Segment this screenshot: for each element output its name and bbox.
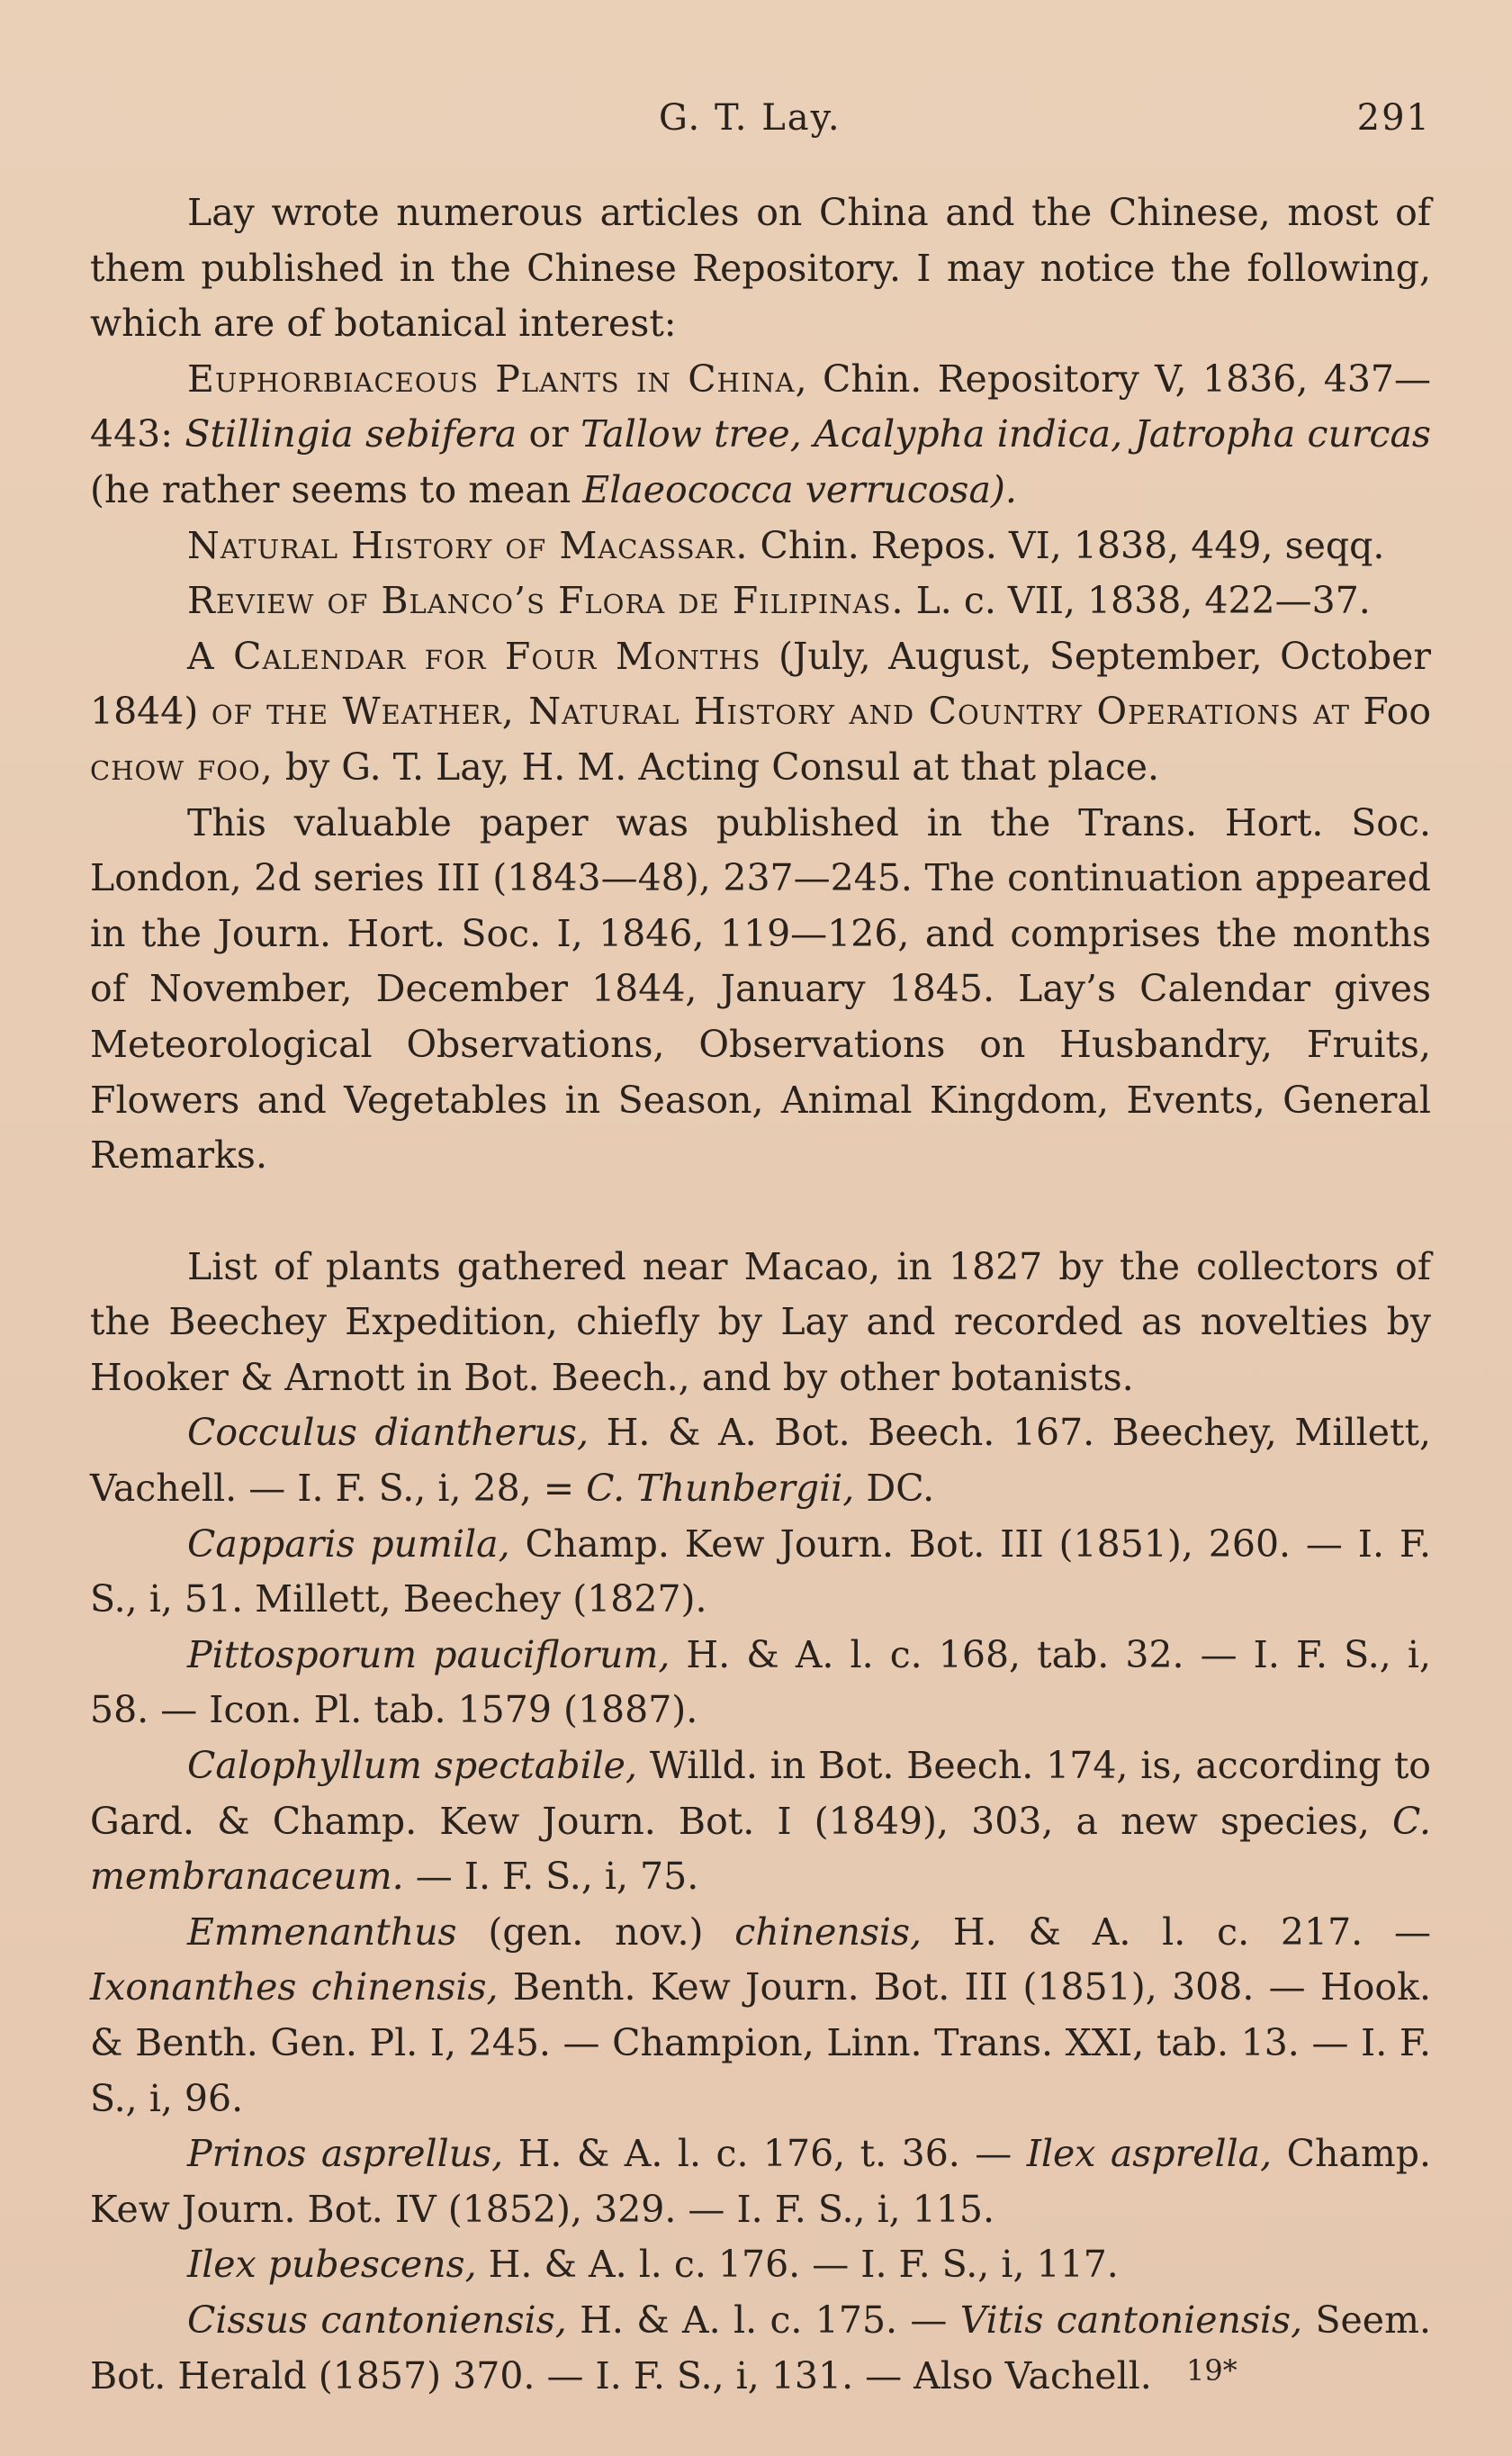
article-text: Foo [1349,690,1432,734]
entry-text: Willd. in Bot. Beech. 174, is, according to Gard. & Champ. Kew Journ. Bot. I (1849), 303, a new species, [90,1744,1431,1843]
species-name: Emmenanthus [187,1910,457,1954]
entry-text: — I. F. S., i, 75. [403,1855,699,1899]
paragraph-calendar [90,629,1431,796]
article-reference: , Chin. Repository V, 1836, 437—443: [90,357,1431,456]
paragraph-blanco [90,573,1431,629]
paragraph-publication: This valuable paper was published in the Trans. Hort. Soc. London, 2d series III (1843—48), 237—245. The continuation appeared in the Journ. Hort. Soc. I, 1846, 119—126, and comprises the months of November, December 1844, January 1845. Lay’s Calendar gives Meteorological Observations, Observations on Husbandry, Fruits, Flowers and Vegetables in Season, Animal Kingdom, Events, General Remarks. [90,800,1431,1178]
article-title: Euphorbiaceous Plants in China [187,357,796,401]
article-title: Natural History of Macassar. [187,523,749,567]
species-name: Cissus cantoniensis, [187,2298,567,2342]
species-name: Prinos asprellus, [187,2132,504,2176]
article-text: (July, August, September, October 1844) [90,634,1431,734]
plant-entry [90,1517,1431,1628]
entry-text: H. & A. l. c. 217. — [922,1910,1431,1954]
species-name: Pittosporum pauciflorum, [187,1632,670,1676]
conjunction: or [517,412,581,456]
species-name: Vitis cantoniensis, [959,2298,1303,2342]
article-title: of the Weather, Natural History and Country Operations at [211,690,1350,734]
page-body [90,185,1431,2404]
article-title: A Calendar for Four Months [187,634,761,678]
entry-text: Champ. Kew Journ. Bot. III (1851), 260. — I. F. S., i, 51. Millett, Beechey (1827). [90,1521,1431,1621]
species-name: C. membranaceum. [90,1799,1431,1899]
paragraph-intro: Lay wrote numerous articles on China and the Chinese, most of them published in the Chinese Repository. I may notice the following, which are of botanical interest: [90,191,1431,346]
plant-entry [90,2237,1431,2293]
paragraph-macassar [90,519,1431,574]
plant-entry [90,1738,1431,1905]
entry-text: H. & A. l. c. 176. — I. F. S., i, 117. [476,2243,1119,2287]
paragraph-plant-list-intro: List of plants gathered near Macao, in 1827 by the collectors of the Beechey Expedition, chiefly by Lay and recorded as novelties by Hooker & Arnott in Bot. Beech., and by other botanists. [90,1244,1431,1399]
article-reference: L. c. VII, 1838, 422—37. [904,579,1371,623]
entry-text: Champ. Kew Journ. Bot. IV (1852), 329. — I. F. S., i, 115. [90,2132,1431,2231]
species-name: Tallow tree, Acalypha indica, Jatropha curcas [580,412,1431,456]
entry-text: H. & A. l. c. 176, t. 36. — [503,2132,1027,2176]
running-title: G. T. Lay. [659,97,842,139]
entry-text: (gen. nov.) [456,1910,735,1954]
entry-text: Benth. Kew Journ. Bot. III (1851), 308. — Hook. & Benth. Gen. Pl. I, 245. — Champion, Linn. Trans. XXI, tab. 13. — I. F. S., i, 96. [90,1965,1431,2120]
article-title: Review of Blanco’s Flora de Filipinas. [187,579,904,623]
article-title: chow foo, [90,745,274,789]
species-name: Stillingia sebifera [184,412,518,456]
entry-text: DC. [854,1467,935,1511]
article-text: by G. T. Lay, H. M. Acting Consul at that place. [273,745,1160,789]
page-number: 291 [1356,97,1431,139]
entry-text: H. & A. l. c. 168, tab. 32. — I. F. S., i, 58. — Icon. Pl. tab. 1579 (1887). [90,1632,1432,1732]
running-head [90,97,1431,148]
species-name: C. Thunbergii, [586,1467,855,1511]
signature-mark: 19* [1186,2353,1238,2388]
species-name: Ilex asprella, [1026,2132,1273,2176]
plant-entry [90,2126,1431,2237]
entry-text: Seem. Bot. Herald (1857) 370. — I. F. S., i, 131. — Also Vachell. [90,2298,1431,2397]
plant-entry [90,1628,1431,1738]
species-name: Capparis pumila, [187,1521,510,1566]
species-name: Cocculus diantherus, [187,1411,589,1455]
paragraph-euphorbiaceous [90,352,1431,519]
article-reference: Chin. Repos. VI, 1838, 449, seqq. [748,523,1385,567]
species-name: Ilex pubescens, [187,2243,477,2287]
species-name: Calophyllum spectabile, [187,1744,637,1788]
plant-entry [90,1405,1431,1516]
entry-text: H. & A. Bot. Beech. 167. Beechey, Millett, Vachell. — I. F. S., i, 28, = [90,1411,1431,1511]
remark: (he rather seems to mean [90,467,583,511]
plant-entry [90,1905,1431,2126]
species-name: Ixonanthes chinensis, [90,1965,499,2009]
entry-text: H. & A. l. c. 175. — [566,2298,960,2342]
species-name: chinensis, [734,1910,922,1954]
species-name: Elaeococca verrucosa). [582,467,1017,511]
